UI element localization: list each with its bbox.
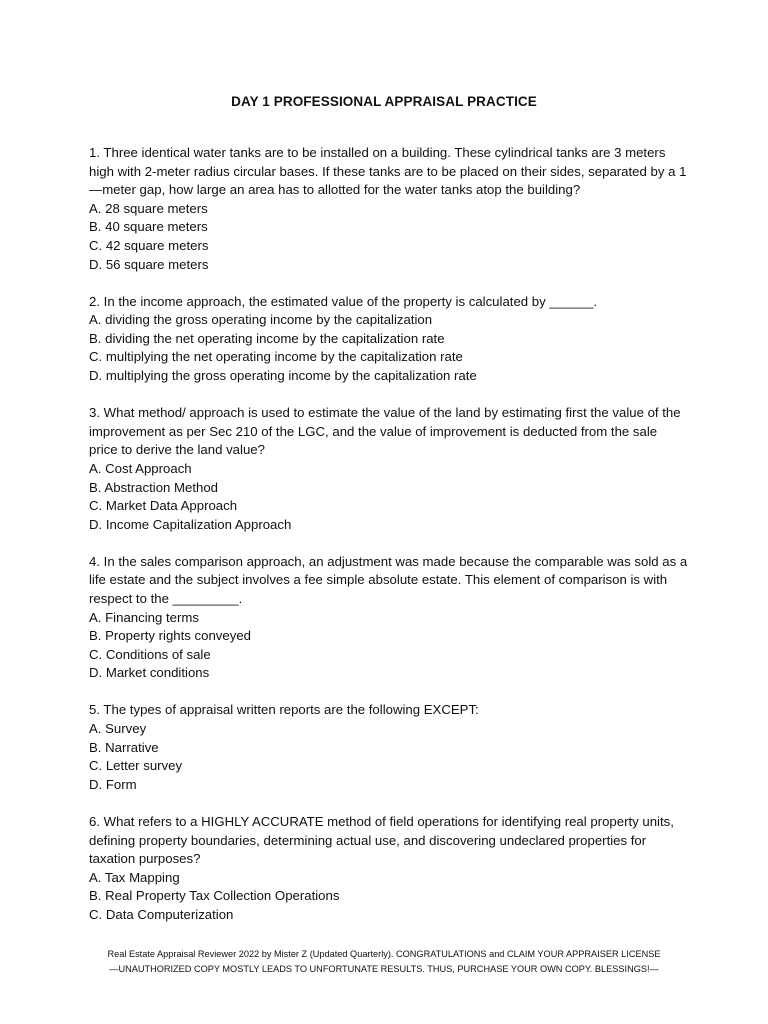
answer-option: B. Property rights conveyed bbox=[89, 628, 251, 644]
answer-option: B. Real Property Tax Collection Operations bbox=[89, 888, 340, 904]
answer-option: A. Tax Mapping bbox=[89, 869, 180, 885]
answer-option: D. multiplying the gross operating income by the capitalization rate bbox=[89, 368, 477, 384]
question-2 bbox=[89, 293, 689, 386]
question-stem: 6. What refers to a HIGHLY ACCURATE method of field operations for identifying real property units, defining property boundaries, determining actual use, and discovering undeclared properties for taxation purposes? bbox=[89, 813, 674, 867]
question-3 bbox=[89, 404, 689, 534]
answer-option: A. dividing the gross operating income by the capitalization bbox=[89, 312, 433, 328]
answer-option: C. multiplying the net operating income by the capitalization rate bbox=[89, 349, 463, 365]
question-stem: 2. In the income approach, the estimated value of the property is calculated by ______. bbox=[89, 293, 598, 309]
footer-line-2: —UNAUTHORIZED COPY MOSTLY LEADS TO UNFORTUNATE RESULTS. THUS, PURCHASE YOUR OWN COPY. BLESSINGS!— bbox=[109, 964, 659, 974]
answer-option: B. 40 square meters bbox=[89, 219, 208, 235]
question-list bbox=[89, 144, 689, 943]
answer-option: B. Abstraction Method bbox=[89, 479, 219, 495]
answer-option: C. Conditions of sale bbox=[89, 646, 211, 662]
answer-option: D. 56 square meters bbox=[89, 256, 209, 272]
answer-option: A. Financing terms bbox=[89, 609, 199, 625]
question-stem: 4. In the sales comparison approach, an adjustment was made because the comparable was sold as a life estate and the subject involves a fee simple absolute estate. This element of comparison is with respect to the _________. bbox=[89, 553, 688, 606]
answer-option: C. Letter survey bbox=[89, 758, 183, 774]
page-footer bbox=[0, 947, 768, 977]
question-4 bbox=[89, 553, 689, 683]
question-6 bbox=[89, 813, 689, 925]
question-5 bbox=[89, 701, 689, 794]
page-title: DAY 1 PROFESSIONAL APPRAISAL PRACTICE bbox=[231, 94, 537, 109]
answer-option: A. Survey bbox=[89, 721, 147, 737]
answer-option: A. Cost Approach bbox=[89, 460, 192, 476]
question-1 bbox=[89, 144, 689, 274]
answer-option: C. 42 square meters bbox=[89, 237, 209, 253]
question-stem: 3. What method/ approach is used to estimate the value of the land by estimating first the value of the improvement as per Sec 210 of the LGC, and the value of improvement is deducted from the sale price to derive the land value? bbox=[89, 405, 681, 458]
footer-line-1: Real Estate Appraisal Reviewer 2022 by Mister Z (Updated Quarterly). CONGRATULATIONS and CLAIM YOUR APPRAISER LICENSE bbox=[107, 949, 661, 959]
answer-option: C. Data Computerization bbox=[89, 906, 234, 922]
answer-option: A. 28 square meters bbox=[89, 200, 208, 216]
answer-option: D. Form bbox=[89, 776, 137, 792]
answer-option: B. Narrative bbox=[89, 739, 159, 755]
question-stem: 5. The types of appraisal written reports are the following EXCEPT: bbox=[89, 702, 479, 718]
answer-option: C. Market Data Approach bbox=[89, 498, 238, 514]
answer-option: D. Market conditions bbox=[89, 665, 210, 681]
answer-option: D. Income Capitalization Approach bbox=[89, 516, 292, 532]
answer-option: B. dividing the net operating income by the capitalization rate bbox=[89, 330, 445, 346]
question-stem: 1. Three identical water tanks are to be installed on a building. These cylindrical tanks are 3 meters high with 2-meter radius circular bases. If these tanks are to be placed on their sides, separated by a 1—meter gap, how large an area has to allotted for the water tanks atop the building? bbox=[89, 145, 687, 198]
